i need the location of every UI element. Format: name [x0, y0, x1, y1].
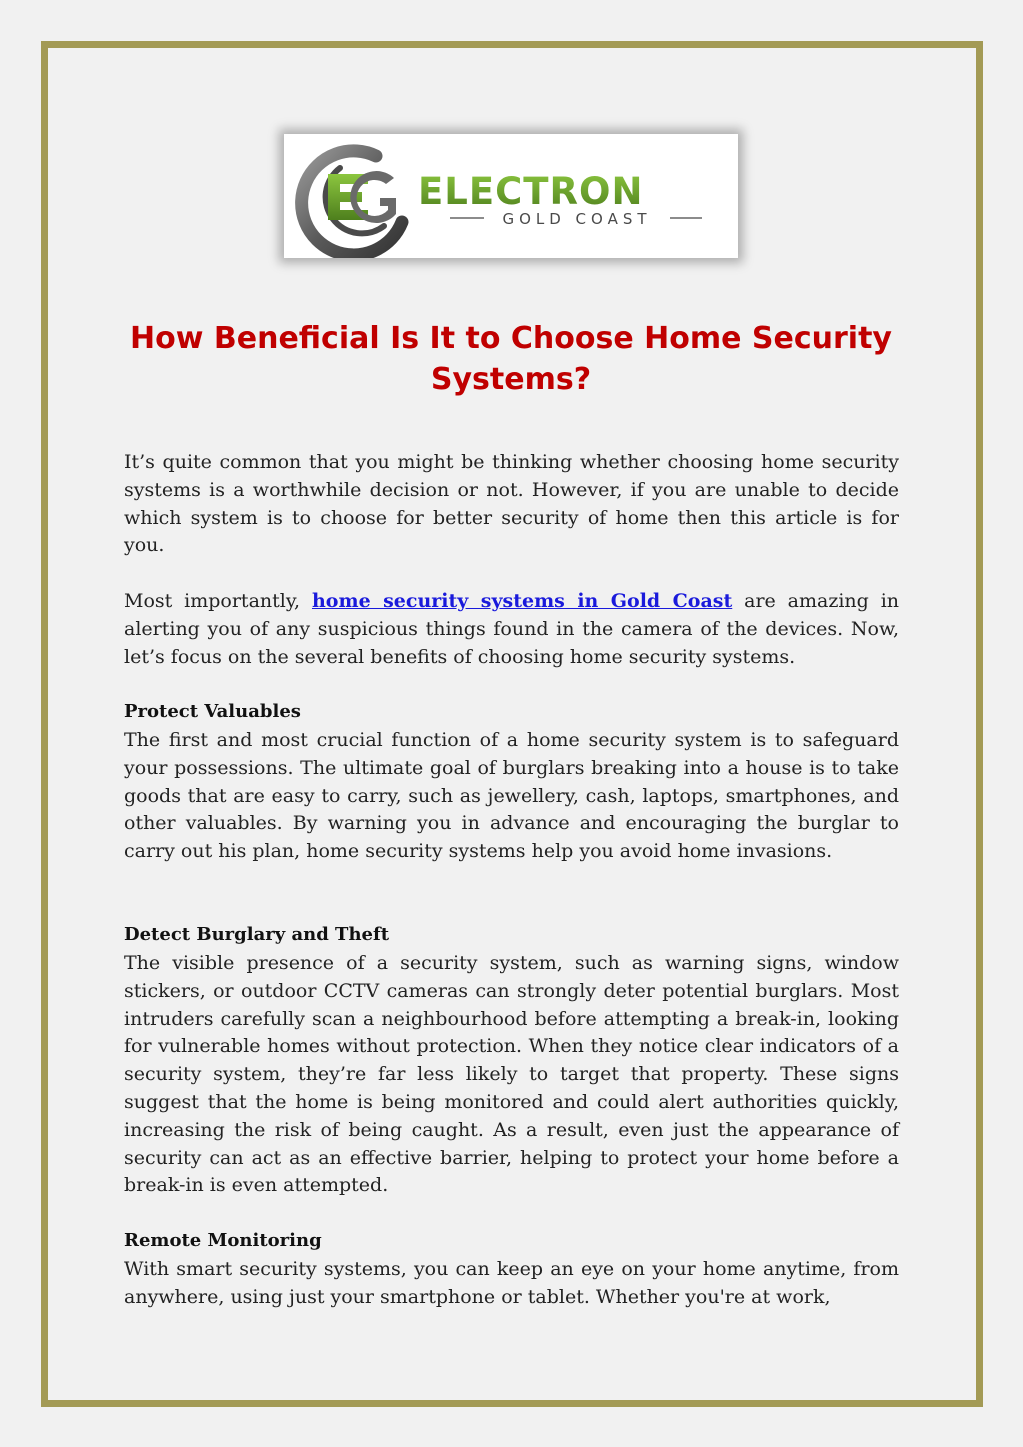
section-heading-protect-valuables: Protect Valuables [124, 701, 301, 722]
home-security-link[interactable]: home security systems in Gold Coast [311, 590, 733, 612]
section-text-remote-monitoring: With smart security systems, you can keep an eye on your home anytime, from anywhere, using just your smartphone or tablet. Whether you're at work, [124, 1258, 899, 1308]
section-heading-remote-monitoring: Remote Monitoring [124, 1230, 322, 1251]
benefits-intro-paragraph [124, 588, 899, 671]
intro-paragraph: It’s quite common that you might be thinking whether choosing home security systems is a worthwhile decision or not. However, if you are unable to decide which system is to choose for better security of home then this article is for you. [124, 451, 899, 557]
article-title: How Beneficial Is It to Choose Home Security Systems? [130, 321, 892, 397]
section-heading-detect-burglary: Detect Burglary and Theft [124, 924, 390, 945]
section-text-protect-valuables: The first and most crucial function of a home security system is to safeguard your possessions. The ultimate goal of burglars breaking into a house is to take goods that are easy to carry, such as jewellery, cash, laptops, smartphones, and other valuables. By warning you in advance and encouraging the burglar to carry out his plan, home security systems help you avoid home invasions. [124, 729, 899, 863]
para2-before: Most importantly, [124, 590, 312, 612]
section-text-detect-burglary: The visible presence of a security system, such as warning signs, window stickers, or outdoor CCTV cameras can strongly deter potential burglars. Most intruders carefully scan a neighbourhood before attempting a break-in, looking for vulnerable homes without protection. When they notice clear indicators of a security system, they’re far less likely to target that property. These signs suggest that the home is being monitored and could alert authorities quickly, increasing the risk of being caught. As a result, even just the appearance of security can act as an effective barrier, helping to protect your home before a break-in is even attempted. [124, 952, 899, 1197]
company-logo [284, 134, 738, 258]
electron-logo-icon [284, 134, 738, 258]
logo-brand-text: ELECTRON [418, 170, 644, 213]
para2-after: are amazing in alerting you of any suspicious things found in the camera of the devices. Now, let’s focus on the several benefits of choosing home security systems. [124, 590, 900, 668]
logo-tagline-text: GOLD COAST [502, 210, 652, 228]
